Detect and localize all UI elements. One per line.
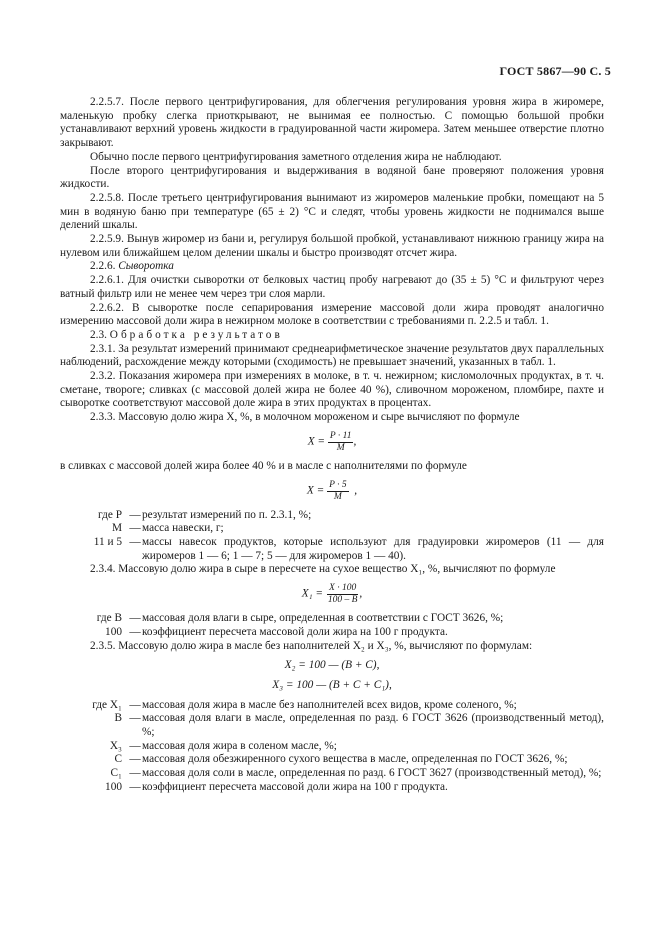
paragraph: Обычно после первого центрифугирования заметного отделения жира не наблюдают.: [90, 150, 502, 163]
definition-item: [60, 699, 604, 713]
definition-dash: —: [129, 739, 141, 752]
definition-symbol: C: [114, 753, 122, 766]
definition-dash: —: [129, 753, 141, 766]
paragraph: 2.2.6.1. Для очистки сыворотки от белковых частиц пробу нагревают до (35 ± 5) °С и фильтруют через ватный фильтр или не менее чем через три слоя марли.: [60, 274, 604, 300]
definition-item: [60, 712, 604, 739]
definition-dash: —: [129, 612, 141, 625]
definition-text: массовая доля влаги в масле, определенная по разд. 6 ГОСТ 3626 (производственный метод), %;: [142, 712, 604, 739]
definition-symbol: 100: [105, 625, 122, 638]
paragraph: 2.3.4. Массовую долю жира в сыре в пересчете на сухое вещество X₁, %, вычисляют по формуле: [90, 563, 556, 576]
fraction: $\frac{P \cdot 5}{M}$: [329, 479, 347, 502]
definition-text: массовая доля влаги в сыре, определенная в соответствии с ГОСТ 3626, %;: [142, 612, 504, 625]
definition-symbol: B: [114, 712, 122, 725]
paragraph: 2.2.5.8. После третьего центрифугирования вынимают из жиромеров маленькие пробки, помещают на 5 мин в водяную баню при температуре (65 ± 2) °С и следят, чтобы уровень жидкости не поднимался выше делений шкалы.: [60, 191, 604, 232]
formula-1: X = $\frac{P \cdot 11}{M}$ ,: [307, 430, 357, 453]
section-heading: [60, 260, 604, 274]
section-title: Обработка результатов: [109, 328, 283, 341]
definition-text: масса навески, г;: [142, 522, 224, 535]
definition-symbol: где X₁: [92, 698, 122, 711]
definition-text: массовая доля жира в масле без наполнителей всех видов, кроме соленого, %;: [142, 698, 517, 711]
definition-item: [60, 740, 604, 754]
definition-item: [60, 536, 604, 563]
definition-dash: —: [129, 767, 141, 780]
paragraph: 2.3.5. Массовую долю жира в масле без наполнителей X₂ и X₃, %, вычисляют по формулам:: [90, 639, 533, 652]
definitions-list: [60, 612, 604, 639]
paragraph: 2.2.6.2. В сыворотке после сепарирования измерение массовой доли жира проводят аналогично измерению массовой доли жира в нежирном молоке в соответствии с требованиями п. 2.2.5 и табл. 1.: [60, 301, 604, 328]
section-heading: [60, 329, 604, 343]
paragraph: 2.3.2. Показания жиромера при измерениях в молоке, в т. ч. нежирном; кисломолочных продуктах, в т. ч. сметане, твороге; сливках (с массовой долей жира не более 40 %), сливочном мороженом, пломбире, пахте и сыворотке соответствуют массовой доле жира в этих продуктах в процентах.: [60, 370, 604, 410]
definition-text: массовая доля соли в масле, определенная по разд. 6 ГОСТ 3627 (производственный метод), %;: [142, 767, 602, 780]
definition-symbol: где B: [96, 612, 122, 625]
definition-item: [60, 753, 604, 767]
section-number: 2.2.6.: [90, 260, 119, 273]
definition-item: [60, 626, 604, 640]
formula-2: X = $\frac{P \cdot 5}{M}$ ,: [306, 479, 358, 502]
paragraph: 2.3.3. Массовую долю жира X, %, в молочном мороженом и сыре вычисляют по формуле: [90, 411, 520, 424]
formula-4: X₂ = 100 — (B + C),: [284, 659, 380, 672]
definition-dash: —: [129, 712, 141, 725]
paragraph: После второго центрифугирования и выдерживания в водяной бане проверяют положения уровня жидкости.: [60, 164, 604, 191]
definition-dash: —: [129, 522, 141, 535]
section-number: 2.3.: [90, 328, 110, 341]
definition-item: [60, 767, 604, 781]
paragraph: 2.3.1. За результат измерений принимают среднеарифметическое значение результатов двух параллельных наблюдений, расхождение между которыми (сходимость) не превышает значений, указанных в табл. 1.: [60, 342, 604, 369]
definitions-list: [60, 509, 604, 564]
definition-text: массовая доля обезжиренного сухого вещества в масле, определенная по ГОСТ 3626, %;: [142, 753, 568, 766]
formula-3: X₁ = $\frac{X \cdot 100}{100 - B}$ ,: [301, 583, 363, 606]
definition-symbol: 100: [105, 780, 122, 793]
section-title: Сыворотка: [118, 260, 174, 273]
page-header: ГОСТ 5867—90 С. 5: [499, 64, 611, 78]
paragraph: 2.2.5.7. После первого центрифугирования, для облегчения регулирования уровня жира в жиромере, маленькую пробку слегка приоткрывают, не вынимая ее полностью. С помощью большой пробки устанавливают верхний уровень жидкости в градуированной части жиромера. Затем меньшее отверстие плотно закрывают.: [60, 96, 604, 150]
definition-text: массы навесок продуктов, которые используют для градуировки жиромеров (11 — для жиромеров 1 — 6; 1 — 7; 5 — для жиромеров 1 — 40).: [142, 535, 604, 562]
definition-dash: —: [129, 698, 141, 711]
fraction: $\frac{X \cdot 100}{100 - B}$: [327, 583, 358, 606]
definition-dash: —: [129, 625, 141, 638]
paragraph: в сливках с массовой долей жира более 40 % и в масле с наполнителями по формуле: [60, 459, 467, 472]
definition-item: [60, 522, 604, 536]
definition-dash: —: [129, 535, 141, 548]
definition-text: результат измерений по п. 2.3.1, %;: [142, 508, 312, 521]
definition-symbol: 11 и 5: [93, 535, 122, 548]
definition-dash: —: [129, 508, 141, 521]
definition-symbol: где P: [98, 508, 122, 521]
definitions-list: [60, 699, 604, 795]
definition-symbol: X₃: [109, 739, 122, 752]
paragraph: 2.2.5.9. Вынув жиромер из бани и, регулируя большой пробкой, устанавливают нижнюю границу жира на нулевом или ближайшем целом делении шкалы и быстро производят отсчет жира.: [60, 233, 604, 259]
definition-symbol: M: [111, 522, 122, 535]
definition-symbol: C₁: [110, 767, 122, 780]
definition-item: [60, 612, 604, 626]
fraction: $\frac{P \cdot 11}{M}$: [329, 430, 352, 453]
definition-text: массовая доля жира в соленом масле, %;: [142, 739, 337, 752]
definition-text: коэффициент пересчета массовой доли жира на 100 г продукта.: [142, 780, 448, 793]
definition-item: [60, 509, 604, 523]
definition-item: [60, 781, 604, 795]
formula-5: X₃ = 100 — (B + C + C₁),: [272, 678, 392, 691]
definition-text: коэффициент пересчета массовой доли жира на 100 г продукта.: [142, 625, 448, 638]
definition-dash: —: [129, 780, 141, 793]
document-body: [60, 96, 604, 795]
